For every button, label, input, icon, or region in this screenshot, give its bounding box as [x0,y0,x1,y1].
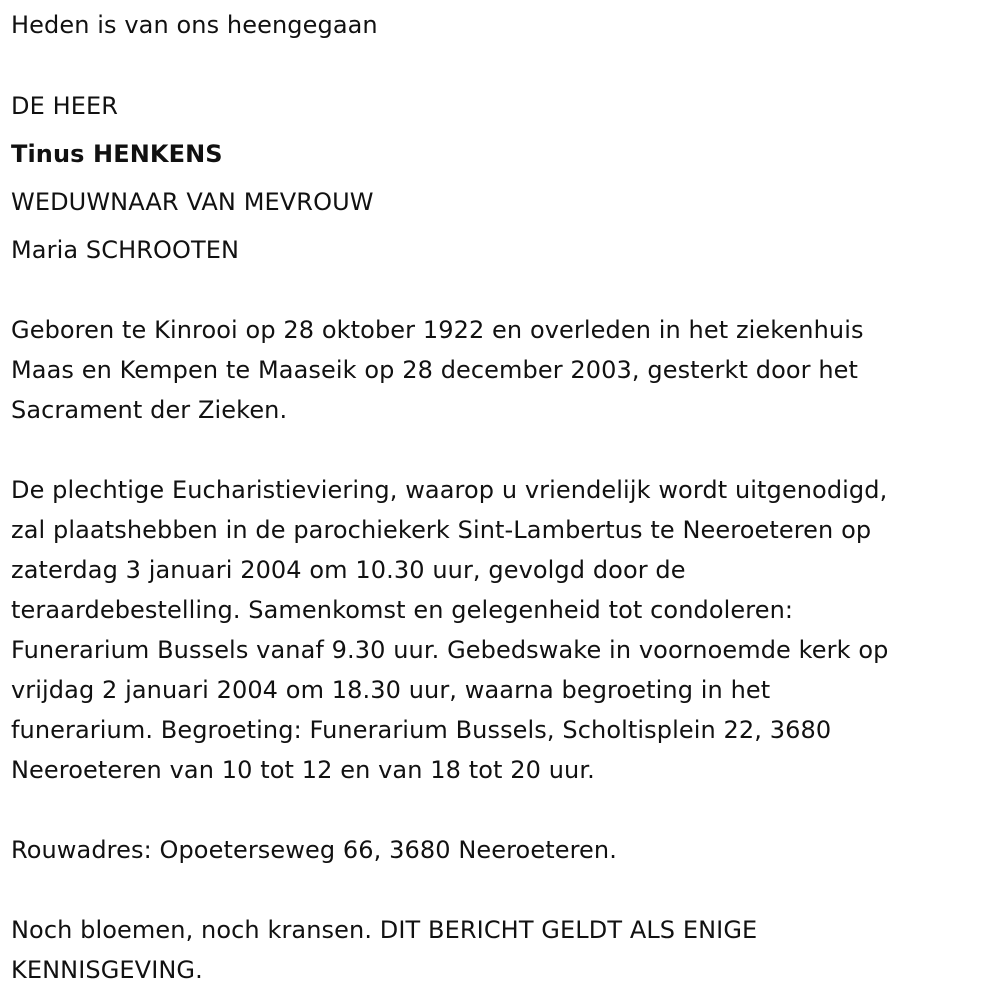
birth-line: Sacrament der Zieken. [11,396,288,424]
ceremony-line: De plechtige Eucharistieviering, waarop u vriendelijk wordt uitgenodigd, [11,476,888,504]
ceremony-line: zaterdag 3 januari 2004 om 10.30 uur, gevolgd door de [11,556,686,584]
ceremony-line: Neeroeteren van 10 tot 12 en van 18 tot 20 uur. [11,756,595,784]
closing-line: KENNISGEVING. [11,956,203,984]
ceremony-line: Funerarium Bussels vanaf 9.30 uur. Gebedswake in voornoemde kerk op [11,636,889,664]
birth-line: Maas en Kempen te Maaseik op 28 december 2003, gesterkt door het [11,356,859,384]
deceased-name: Tinus HENKENS [11,140,223,168]
ceremony-line: teraardebestelling. Samenkomst en gelegenheid tot condoleren: [11,596,794,624]
closing-line: Noch bloemen, noch kransen. DIT BERICHT GELDT ALS ENIGE [11,916,758,944]
title-line: DE HEER [11,92,119,120]
ceremony-line: vrijdag 2 januari 2004 om 18.30 uur, waarna begroeting in het [11,676,771,704]
notice-heading: Heden is van ons heengegaan [11,11,378,39]
ceremony-line: funerarium. Begroeting: Funerarium Bussels, Scholtisplein 22, 3680 [11,716,832,744]
birth-line: Geboren te Kinrooi op 28 oktober 1922 en overleden in het ziekenhuis [11,316,864,344]
widower-line: WEDUWNAAR VAN MEVROUW [11,188,374,216]
spouse-name: Maria SCHROOTEN [11,236,240,264]
mourning-address: Rouwadres: Opoeterseweg 66, 3680 Neeroeteren. [11,836,617,864]
ceremony-line: zal plaatshebben in de parochiekerk Sint-Lambertus te Neeroeteren op [11,516,872,544]
